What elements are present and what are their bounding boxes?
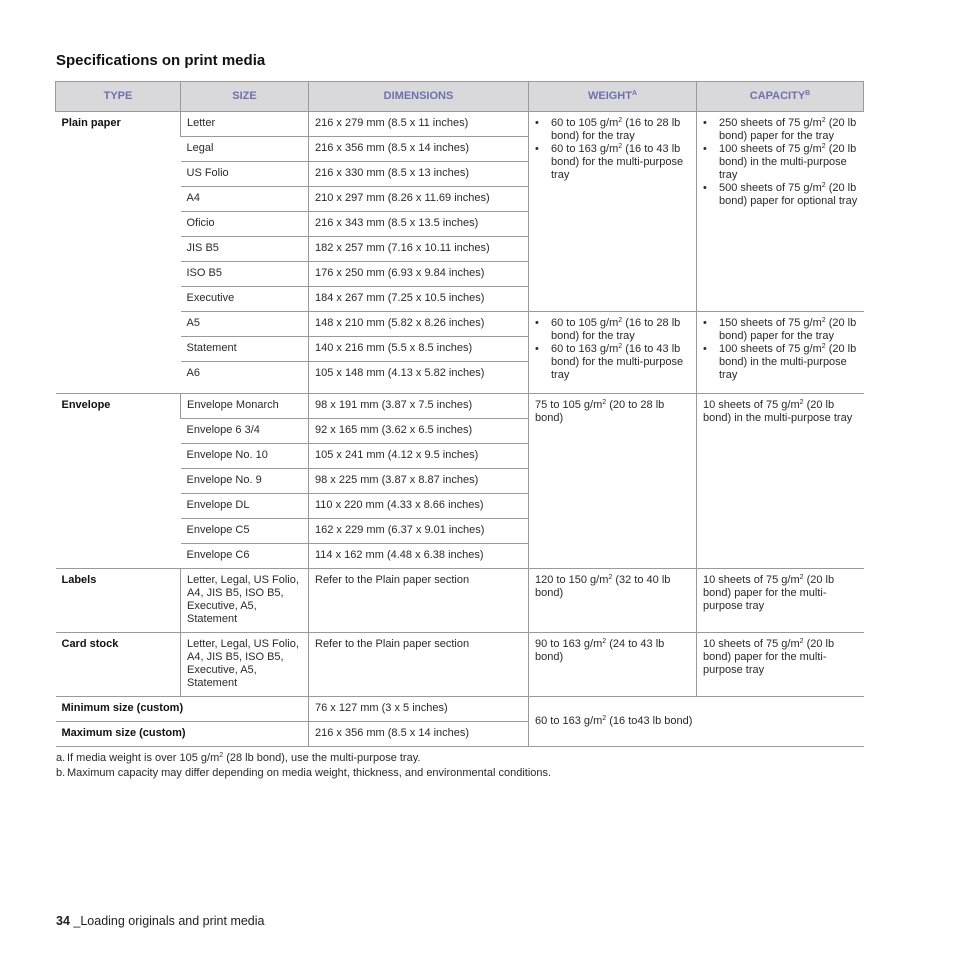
size-cell: Envelope C5 xyxy=(181,519,309,544)
bullet-item: • 100 sheets of 75 $g/m^2$ (20 lb bond) in the multi-purpose tray xyxy=(703,143,860,182)
type-cell: Labels xyxy=(56,569,181,633)
weight-cell xyxy=(529,112,697,312)
type-cell: Maximum size (custom) xyxy=(56,722,309,747)
size-cell: A6 xyxy=(181,362,309,394)
dimensions-cell: 182 x 257 mm (7.16 x 10.11 inches) xyxy=(309,237,529,262)
bullet-item: • 250 sheets of 75 $g/m^2$ (20 lb bond) paper for the tray xyxy=(703,117,860,143)
size-cell: Envelope No. 10 xyxy=(181,444,309,469)
dimensions-cell: 110 x 220 mm (4.33 x 8.66 inches) xyxy=(309,494,529,519)
size-cell: Envelope No. 9 xyxy=(181,469,309,494)
size-cell: Envelope DL xyxy=(181,494,309,519)
dimensions-cell: 140 x 216 mm (5.5 x 8.5 inches) xyxy=(309,337,529,362)
table-header-row xyxy=(56,82,864,112)
header-dimensions: DIMENSIONS xyxy=(309,82,529,112)
bullet-item: • 60 to 163 $g/m^2$ (16 to 43 lb bond) for the multi-purpose tray xyxy=(535,143,692,182)
footnote-b: b. Maximum capacity may differ depending on media weight, thickness, and environmental conditions. xyxy=(56,767,552,779)
dimensions-cell: 98 x 191 mm (3.87 x 7.5 inches) xyxy=(309,394,529,419)
table-row xyxy=(56,569,864,633)
capacity-cell xyxy=(697,112,864,312)
footer-text: _Loading originals and print media xyxy=(73,914,265,928)
header-capacity: $CAPACITY^B$ xyxy=(697,82,864,112)
size-cell: ISO B5 xyxy=(181,262,309,287)
dimensions-cell: 216 x 330 mm (8.5 x 13 inches) xyxy=(309,162,529,187)
dimensions-cell: 105 x 148 mm (4.13 x 5.82 inches) xyxy=(309,362,529,394)
size-cell: Letter, Legal, US Folio, A4, JIS B5, ISO B5, Executive, A5, Statement xyxy=(181,569,309,633)
dimensions-cell: 162 x 229 mm (6.37 x 9.01 inches) xyxy=(309,519,529,544)
dimensions-cell: 105 x 241 mm (4.12 x 9.5 inches) xyxy=(309,444,529,469)
size-cell: A4 xyxy=(181,187,309,212)
type-cell: Plain paper xyxy=(56,112,181,394)
page-footer xyxy=(56,914,265,928)
dimensions-cell: 216 x 356 mm (8.5 x 14 inches) xyxy=(309,722,529,747)
table-row xyxy=(56,697,864,722)
print-media-spec-table xyxy=(55,81,864,747)
size-cell: Letter xyxy=(181,112,309,137)
dimensions-cell: 216 x 343 mm (8.5 x 13.5 inches) xyxy=(309,212,529,237)
size-cell: Executive xyxy=(181,287,309,312)
dimensions-cell: 148 x 210 mm (5.82 x 8.26 inches) xyxy=(309,312,529,337)
table-row xyxy=(56,112,864,137)
dimensions-cell: 216 x 356 mm (8.5 x 14 inches) xyxy=(309,137,529,162)
bullet-item: • 60 to 163 $g/m^2$ (16 to 43 lb bond) for the multi-purpose tray xyxy=(535,343,692,382)
weight-cell: 90 to 163 $g/m^2$ (24 to 43 lb bond) xyxy=(529,633,697,697)
size-cell: Statement xyxy=(181,337,309,362)
size-cell: Envelope 6 3/4 xyxy=(181,419,309,444)
bullet-item: • 150 sheets of 75 $g/m^2$ (20 lb bond) paper for the tray xyxy=(703,317,860,343)
dimensions-cell: 184 x 267 mm (7.25 x 10.5 inches) xyxy=(309,287,529,312)
bullet-item: • 500 sheets of 75 $g/m^2$ (20 lb bond) paper for optional tray xyxy=(703,182,860,208)
dimensions-cell: 216 x 279 mm (8.5 x 11 inches) xyxy=(309,112,529,137)
capacity-cell: 10 sheets of 75 $g/m^2$ (20 lb bond) in the multi-purpose tray xyxy=(697,394,864,569)
weight-cell: 75 to 105 $g/m^2$ (20 to 28 lb bond) xyxy=(529,394,697,569)
header-size: SIZE xyxy=(181,82,309,112)
weight-cell xyxy=(529,312,697,394)
page-title: Specifications on print media xyxy=(56,52,266,69)
bullet-item: • 60 to 105 $g/m^2$ (16 to 28 lb bond) for the tray xyxy=(535,117,692,143)
dimensions-cell: 176 x 250 mm (6.93 x 9.84 inches) xyxy=(309,262,529,287)
size-cell: JIS B5 xyxy=(181,237,309,262)
dimensions-cell: Refer to the Plain paper section xyxy=(309,633,529,697)
table-row xyxy=(56,633,864,697)
table-row xyxy=(56,394,864,419)
header-weight: $WEIGHT^A$ xyxy=(529,82,697,112)
capacity-cell: 10 sheets of 75 $g/m^2$ (20 lb bond) paper for the multi-purpose tray xyxy=(697,569,864,633)
dimensions-cell: Refer to the Plain paper section xyxy=(309,569,529,633)
size-cell: Letter, Legal, US Folio, A4, JIS B5, ISO B5, Executive, A5, Statement xyxy=(181,633,309,697)
page-number: 34 xyxy=(56,914,70,928)
size-cell: Envelope Monarch xyxy=(181,394,309,419)
capacity-cell: 10 sheets of 75 $g/m^2$ (20 lb bond) paper for the multi-purpose tray xyxy=(697,633,864,697)
dimensions-cell: 76 x 127 mm (3 x 5 inches) xyxy=(309,697,529,722)
dimensions-cell: 98 x 225 mm (3.87 x 8.87 inches) xyxy=(309,469,529,494)
dimensions-cell: 210 x 297 mm (8.26 x 11.69 inches) xyxy=(309,187,529,212)
bullet-item: • 100 sheets of 75 $g/m^2$ (20 lb bond) in the multi-purpose tray xyxy=(703,343,860,382)
bullet-item: • 60 to 105 $g/m^2$ (16 to 28 lb bond) for the tray xyxy=(535,317,692,343)
capacity-cell xyxy=(697,312,864,394)
header-type: TYPE xyxy=(56,82,181,112)
size-cell: US Folio xyxy=(181,162,309,187)
dimensions-cell: 114 x 162 mm (4.48 x 6.38 inches) xyxy=(309,544,529,569)
type-cell: Envelope xyxy=(56,394,181,569)
weight-cell: 120 to 150 $g/m^2$ (32 to 40 lb bond) xyxy=(529,569,697,633)
type-cell: Minimum size (custom) xyxy=(56,697,309,722)
footnote-a: a. If media weight is over 105 $g/m^2$ (28 lb bond), use the multi-purpose tray. xyxy=(56,752,421,764)
size-cell: Envelope C6 xyxy=(181,544,309,569)
dimensions-cell: 92 x 165 mm (3.62 x 6.5 inches) xyxy=(309,419,529,444)
size-cell: A5 xyxy=(181,312,309,337)
size-cell: Legal xyxy=(181,137,309,162)
type-cell: Card stock xyxy=(56,633,181,697)
size-cell: Oficio xyxy=(181,212,309,237)
weight-cell: 60 to 163 $g/m^2$ (16 to43 lb bond) xyxy=(529,697,864,747)
